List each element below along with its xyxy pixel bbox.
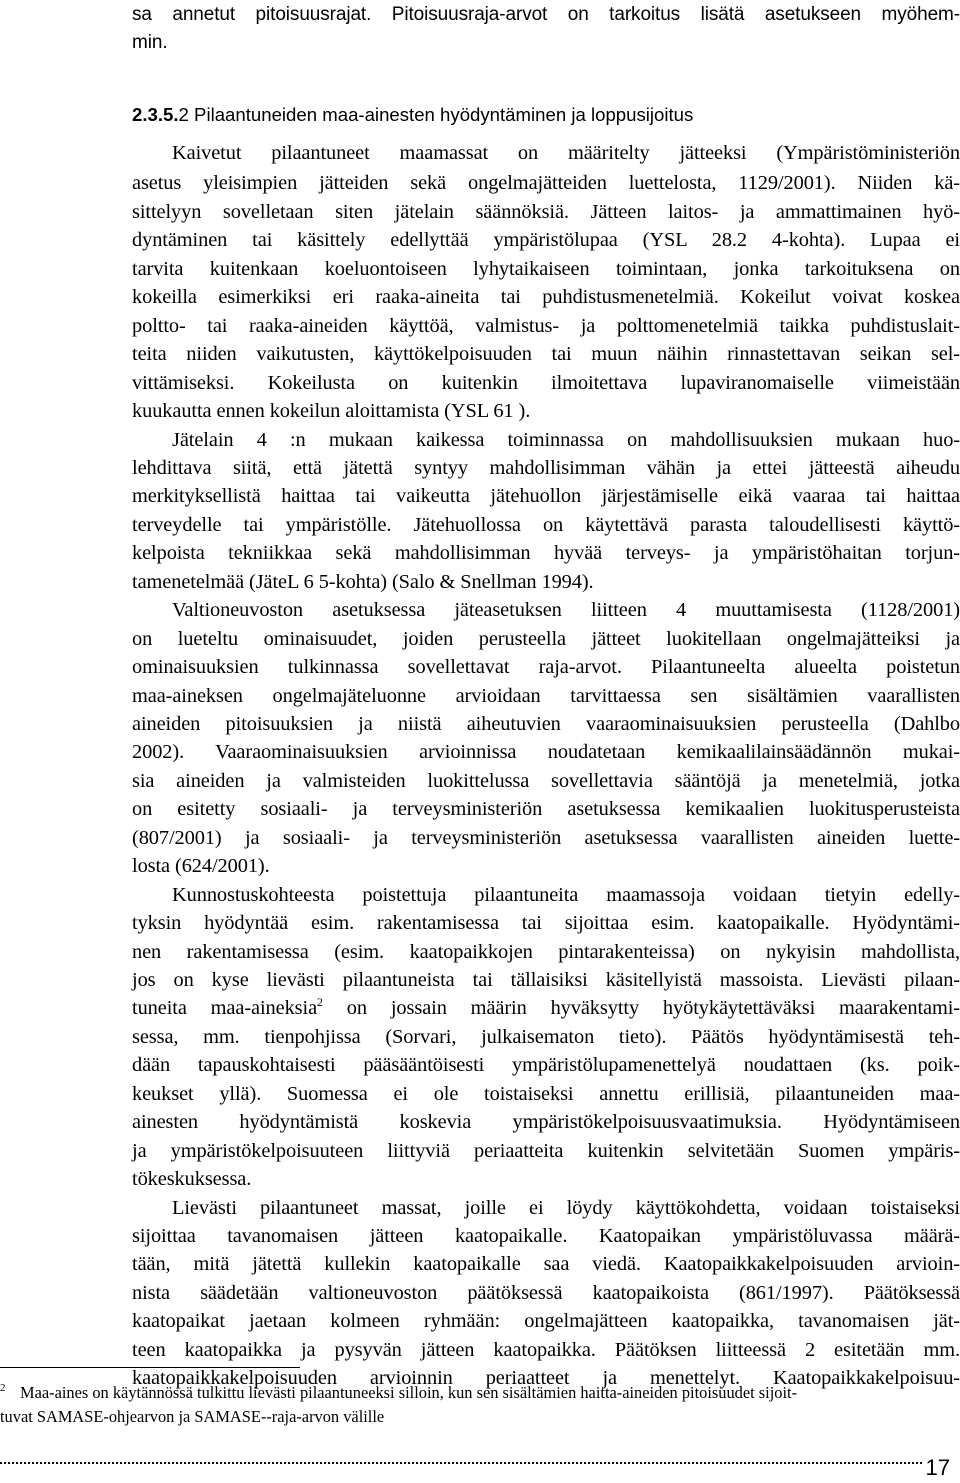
text-line: losta (624/2001). xyxy=(132,855,270,877)
footnote-separator xyxy=(0,1367,300,1368)
text-line: kuukautta ennen kokeilun aloittamista (YSL 61 ). xyxy=(132,400,531,422)
text-line: teen kaatopaikka ja pysyvän jätteen kaatopaikka. Päätöksen liitteessä 2 esitetään mm. xyxy=(132,1339,960,1361)
text-line: kokeilla esimerkiksi eri raaka-aineita tai puhdistusmenetelmiä. Kokeilut voivat koskea xyxy=(132,286,960,308)
text-line: merkityksellistä haittaa tai vaikeutta jätehuollon järjestämiselle eikä vaaraa tai haittaa xyxy=(132,485,960,507)
section-title: 2 Pilaantuneiden maa-ainesten hyödyntäminen ja loppusijoitus xyxy=(178,104,694,125)
text-line: aineiden pitoisuuksien ja niistä aiheutuvien vaaraominaisuuksien perusteella (Dahlbo xyxy=(132,713,960,735)
text-line: ja ympäristökelpoisuuteen liittyviä periaatteita kuitenkin selvitetään Suomen ympäris- xyxy=(132,1140,960,1162)
text-line: kaatopaikat jaetaan kolmeen ryhmään: ongelmajätteen kaatopaikka, tavanomaisen jät- xyxy=(132,1310,960,1332)
text-line: 2002). Vaaraominaisuuksien arvioinnissa noudatetaan kemikaalilainsäädännön mukai- xyxy=(132,741,960,763)
text-line: Kunnostuskohteesta poistettuja pilaantuneita maamassoja voidaan tietyin edelly- xyxy=(172,884,960,906)
text-line: sittelyyn sovelletaan siten jätelain säännöksiä. Jätteen laitos- ja ammattimainen hyö- xyxy=(132,201,960,223)
text-line: tarvita kuitenkaan koeluontoiseen lyhytaikaiseen toimintaan, jonka tarkoituksena on xyxy=(132,258,960,280)
text-line: tökeskuksessa. xyxy=(132,1168,252,1190)
section-heading xyxy=(132,100,960,130)
text-line: Jätelain 4 :n mukaan kaikessa toiminnassa on mahdollisuuksien mukaan huo- xyxy=(172,429,960,451)
text-line: kelpoista tekniikkaa sekä mahdollisimman hyvää terveys- ja ympäristöhaitan torjun- xyxy=(132,542,960,564)
text-line: jos on kyse lievästi pilaantuneista tai tällaisiksi käsitellyistä massoista. Lievästi pilaan- xyxy=(132,969,960,991)
text-line: vittämiseksi. Kokeilusta on kuitenkin ilmoitettava lupaviranomaiselle viimeistään xyxy=(132,372,960,394)
footnote xyxy=(0,1381,960,1405)
text-line: kaatopaikkakelpoisuuden arvioinnin periaatteet ja menettelyt. Kaatopaikkakelpoisuu- xyxy=(132,1367,960,1389)
text-line: min. xyxy=(132,32,168,53)
text-line: keukset yllä). Suomessa ei ole toistaiseksi annettu erillisiä, pilaantuneiden maa- xyxy=(132,1083,960,1105)
text-line: lehdittava siitä, että jätettä syntyy mahdollisimman vähän ja ettei jätteestä aiheudu xyxy=(132,457,960,479)
text-line: on esitetty sosiaali- ja terveysministeriön asetuksessa kemikaalien luokitusperusteista xyxy=(132,798,960,820)
text-line: tään, mitä jätettä kullekin kaatopaikalle saa viedä. Kaatopaikkakelpoisuuden arvioin- xyxy=(132,1253,960,1275)
text-line: sia aineiden ja valmisteiden luokittelussa sovellettavia sääntöjä ja menetelmiä, jotka xyxy=(132,770,960,792)
text-line: maa-aineksen ongelmajäteluonne arvioidaan tarvittaessa sen sisältämien vaarallisten xyxy=(132,685,960,707)
text-line: dään tapauskohtaisesti pääsääntöisesti ympäristölupamenettelyä noudattaen (ks. poik- xyxy=(132,1054,960,1076)
text-line: ainesten hyödyntämistä koskevia ympäristökelpoisuusvaatimuksia. Hyödyntämiseen xyxy=(132,1111,960,1133)
text-line: sa annetut pitoisuusrajat. Pitoisuusraja-arvot on tarkoitus lisätä asetukseen myöhem- xyxy=(132,4,960,25)
text-line: terveydelle tai ympäristölle. Jätehuollossa on käytettävä parasta taloudellisesti käyttö- xyxy=(132,514,960,536)
text-line: nen rakentamisessa (esim. kaatopaikkojen pintarakenteissa) on nykyisin mahdollista, xyxy=(132,941,960,963)
text-line: Lievästi pilaantuneet massat, joille ei löydy käyttökohdetta, voidaan toistaiseksi xyxy=(172,1197,960,1219)
text-line: ominaisuuksien tulkinnassa sovellettavat raja-arvot. Pilaantuneelta alueelta poistetun xyxy=(132,656,960,678)
page-footer-rule xyxy=(0,1462,922,1464)
text-line: sijoittaa tavanomaisen jätteen kaatopaikalle. Kaatopaikan ympäristöluvassa määrä- xyxy=(132,1225,960,1247)
text-line: Valtioneuvoston asetuksessa jäteasetuksen liitteen 4 muuttamisesta (1128/2001) xyxy=(172,599,960,621)
text-run: on jossain määrin hyväksytty hyötykäytettäväksi maarakentami- xyxy=(322,997,960,1019)
text-line: on lueteltu ominaisuudet, joiden perusteella jätteet luokitellaan ongelmajätteiksi ja xyxy=(132,628,960,650)
page-number: 17 xyxy=(922,1453,950,1483)
text-line: dyntäminen tai käsittely edellyttää ympäristölupaa (YSL 28.2 4-kohta). Lupaa ei xyxy=(132,229,960,251)
text-line: teita niiden vaikutusten, käyttökelpoisuuden tai muun näihin rinnastettavan seikan sel- xyxy=(132,343,960,365)
text-run: tuneita maa-aineksia xyxy=(132,997,318,1019)
text-line: asetus yleisimpien jätteiden sekä ongelmajätteiden luettelosta, 1129/2001). Niiden kä- xyxy=(132,172,960,194)
text-line: Kaivetut pilaantuneet maamassat on määritelty jätteeksi (Ympäristöministeriön xyxy=(172,142,960,164)
text-line xyxy=(132,993,960,1023)
text-line: sessa, mm. tienpohjissa (Sorvari, julkaisematon tieto). Päätös hyödyntämisestä teh- xyxy=(132,1026,960,1048)
section-number: 2.3.5. xyxy=(132,104,179,125)
footnote-marker: 2 xyxy=(0,1382,6,1394)
footnote-reference: 2 xyxy=(317,995,323,1010)
text-line: poltto- tai raaka-aineiden käyttöä, valmistus- ja polttomenetelmiä taikka puhdistuslait- xyxy=(132,315,960,337)
text-line: nista säädetään valtioneuvoston päätöksessä kaatopaikoista (861/1997). Päätöksessä xyxy=(132,1282,960,1304)
text-line: tamenetelmää (JäteL 6 5-kohta) (Salo & Snellman 1994). xyxy=(132,571,594,593)
text-line: (807/2001) ja sosiaali- ja terveysministeriön asetuksessa vaarallisten aineiden luette- xyxy=(132,827,960,849)
text-line: tyksin hyödyntää esim. rakentamisessa tai sijoittaa esim. kaatopaikalle. Hyödyntämi- xyxy=(132,912,960,934)
footnote-text: Maa-aines on käytännössä tulkittu lievästi pilaantuneeksi silloin, kun sen sisältämien haitta-aineiden pitoisuudet sijoit- xyxy=(20,1383,798,1402)
footnote-continuation: tuvat SAMASE-ohjearvon ja SAMASE--raja-arvon välille xyxy=(0,1407,385,1426)
